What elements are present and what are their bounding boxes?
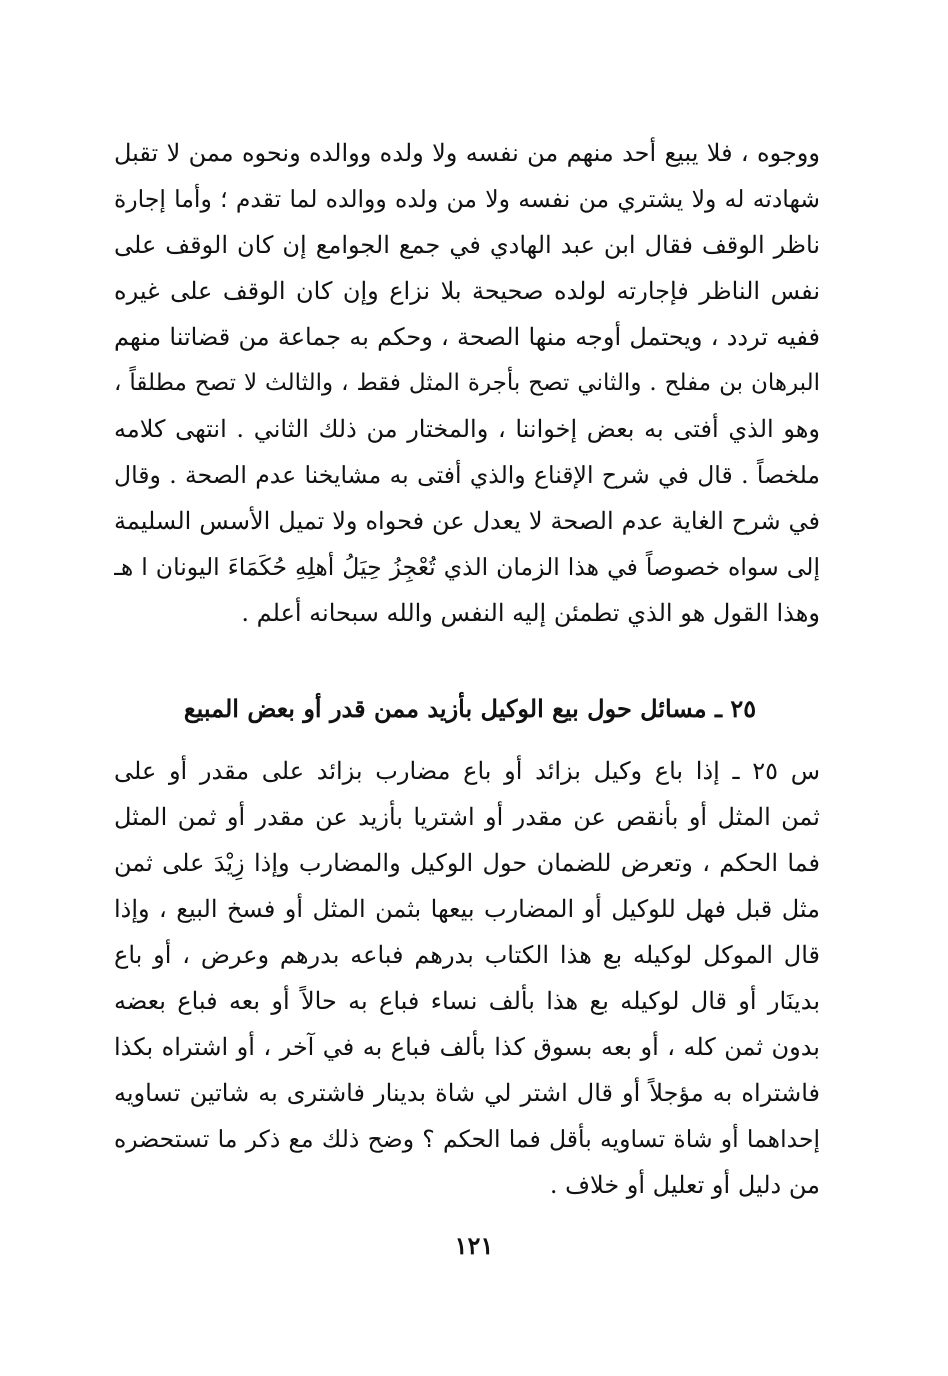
paragraph-line: بدينَار أو قال لوكيله بع هذا بألف نساء فباع به حالاً أو بعه فباع بعضه [114,987,820,1015]
paragraph-line: فما الحكم ، وتعرض للضمان حول الوكيل والمضارب وإذا زِيْدَ على ثمن [114,849,820,877]
paragraph-line: بدون ثمن كله ، أو بعه بسوق كذا بألف فباع به في آخر ، أو اشتراه بكذا [114,1033,820,1061]
paragraph-line: شهادته له ولا يشتري من نفسه ولا من ولده ووالده لما تقدم ؛ وأما إجارة [114,185,820,213]
paragraph-line: ملخصاً . قال في شرح الإقناع والذي أفتى به مشايخنا عدم الصحة . وقال [114,461,820,489]
paragraph-line: قال الموكل لوكيله بع هذا الكتاب بدرهم فباعه بدرهم وعرض ، أو باع [114,941,820,969]
paragraph-line: ثمن المثل أو بأنقص عن مقدر أو اشتريا بأزيد عن مقدر أو ثمن المثل [114,803,820,831]
paragraph-line: البرهان بن مفلح . والثاني تصح بأجرة المثل فقط ، والثالث لا تصح مطلقاً ، [114,370,820,396]
paragraph-2 [114,748,820,1208]
paragraph-1 [114,130,820,636]
paragraph-line: وهو الذي أفتى به بعض إخواننا ، والمختار من ذلك الثاني . انتهى كلامه [114,415,820,443]
paragraph-line: س ٢٥ ـ إذا باع وكيل بزائد أو باع مضارب بزائد على مقدر أو على [114,757,820,785]
paragraph-line: فاشتراه به مؤجلاً أو قال اشتر لي شاة بدينار فاشترى به شاتين تساويه [114,1079,820,1107]
paragraph-line: مثل قبل فهل للوكيل أو المضارب بيعها بثمن المثل أو فسخ البيع ، وإذا [114,895,820,923]
section-heading: ٢٥ ـ مسائل حول بيع الوكيل بأزيد ممن قدر أو بعض المبيع [183,694,757,723]
paragraph-line: إلى سواه خصوصاً في هذا الزمان الذي تُعْجِزُ حِيَلُ أهلِهِ حُكَمَاءَ اليونان ا هـ [114,553,820,581]
paragraph-line: في شرح الغاية عدم الصحة لا يعدل عن فحواه ولا تميل الأسس السليمة [114,507,820,535]
paragraph-line: نفس الناظر فإجارته لولده صحيحة بلا نزاع وإن كان الوقف على غيره [114,277,820,305]
paragraph-line: من دليل أو تعليل أو خلاف . [549,1171,820,1199]
paragraph-line: وهذا القول هو الذي تطمئن إليه النفس والله سبحانه أعلم . [241,599,820,627]
page-number: ١٢١ [454,1231,494,1260]
paragraph-line: ناظر الوقف فقال ابن عبد الهادي في جمع الجوامع إن كان الوقف على [114,231,820,259]
paragraph-line: ووجوه ، فلا يبيع أحد منهم من نفسه ولا ولده ووالده ونحوه ممن لا تقبل [114,139,820,167]
paragraph-line: إحداهما أو شاة تساويه بأقل فما الحكم ؟ وضح ذلك مع ذكر ما تستحضره [114,1125,820,1153]
paragraph-line: ففيه تردد ، ويحتمل أوجه منها الصحة ، وحكم به جماعة من قضاتنا منهم [114,323,820,351]
